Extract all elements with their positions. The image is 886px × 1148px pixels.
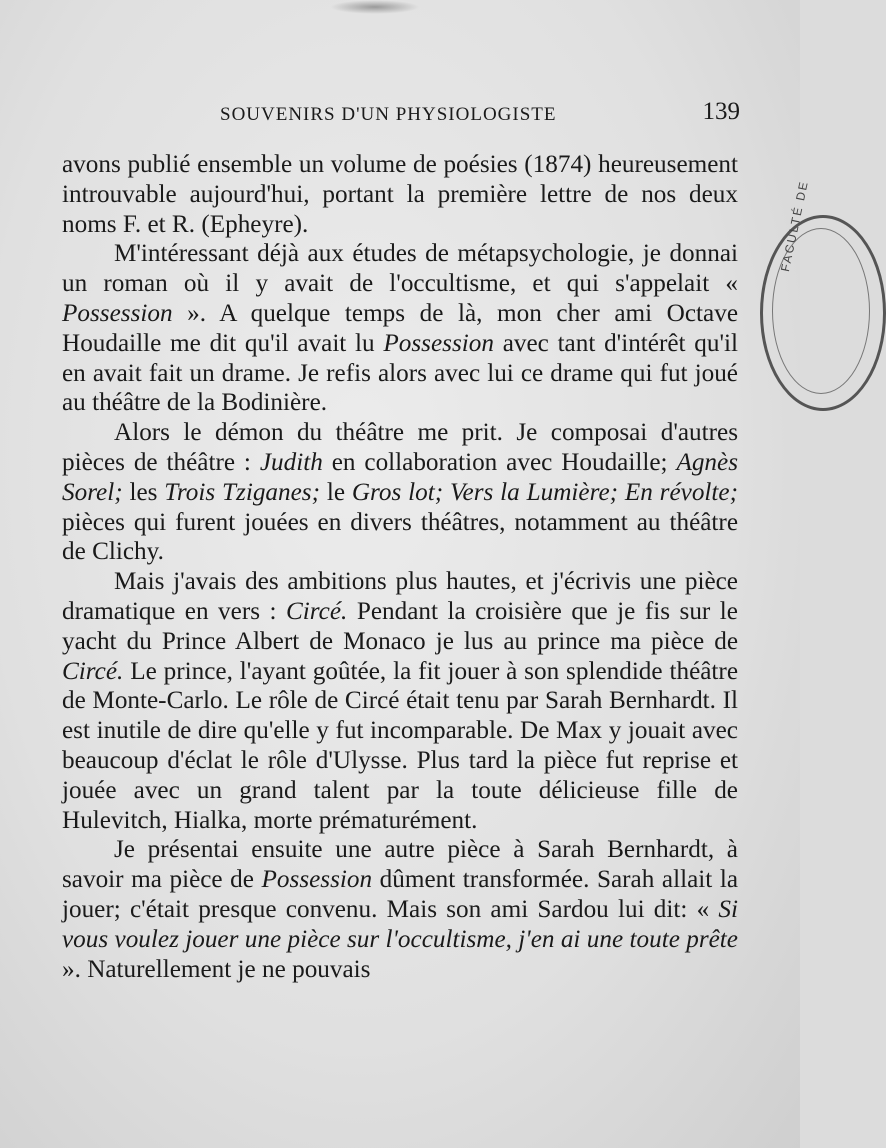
text-segment: Je présentai ensuite une autre pièce à Sarah Bernhardt, à savoir ma pièce de bbox=[62, 836, 738, 894]
italic-text-segment: Judith bbox=[259, 448, 323, 476]
italic-text-segment: Possession bbox=[261, 866, 373, 894]
library-stamp-text: FACULTÉ DE bbox=[778, 178, 812, 273]
running-title: SOUVENIRS D'UN PHYSIOLOGISTE bbox=[220, 104, 557, 125]
text-segment: le bbox=[319, 478, 352, 506]
page-header bbox=[60, 100, 740, 134]
italic-text-segment: Possession bbox=[62, 299, 173, 327]
text-segment: Mais j'avais des ambitions plus hautes, et j'écrivis une pièce dramatique en vers : bbox=[62, 568, 738, 625]
paragraph bbox=[62, 239, 738, 418]
italic-text-segment: Trois Tziganes; bbox=[164, 478, 320, 506]
paragraph bbox=[62, 150, 738, 239]
page-number: 139 bbox=[702, 98, 740, 125]
italic-text-segment: Agnès Sorel; bbox=[62, 448, 739, 506]
page-smudge bbox=[330, 0, 420, 14]
text-segment: Le prince, l'ayant goûtée, la fit jouer à son splendide théâtre de Monte-Carlo. Le rôle de Circé était tenu par Sarah Bernhardt. Il est inutile de dire qu'elle y fut incomparable. De Max y jouait avec beaucoup d'éclat le rôle d'Ulysse. Plus tard la pièce fut reprise et jouée avec un grand talent par la toute délicieuse fille de Hulevitch, Hialka, morte prématurément. bbox=[62, 657, 738, 834]
italic-text-segment: Gros lot; Vers la Lumière; En révolte; bbox=[351, 478, 738, 506]
text-segment: Pendant la croisière que je fis sur le yacht du Prince Albert de Monaco je lus au prince ma pièce de bbox=[62, 597, 738, 655]
text-segment: dûment transformée. Sarah allait la jouer; c'était presque convenu. Mais son ami Sardou lui dit: « bbox=[62, 866, 738, 923]
text-segment: ». Naturellement je ne pouvais bbox=[62, 955, 371, 983]
text-segment: M'intéressant déjà aux études de métapsychologie, je donnai un roman où il y avait de l'occultisme, et qui s'appelait « bbox=[62, 240, 738, 298]
text-segment: ». A quelque temps de là, mon cher ami Octave Houdaille me dit qu'il avait lu bbox=[62, 299, 738, 357]
text-segment: avec tant d'intérêt qu'il en avait fait un drame. Je refis alors avec lui ce drame qui fut joué au théâtre de la Bodinière. bbox=[62, 329, 738, 417]
body-text bbox=[62, 150, 738, 984]
italic-text-segment: Possession bbox=[383, 329, 494, 357]
paragraph bbox=[62, 835, 738, 984]
italic-text-segment: Circé. bbox=[62, 657, 124, 685]
text-segment: les bbox=[122, 478, 165, 506]
text-segment: Alors le démon du théâtre me prit. Je composai d'autres pièces de théâtre : bbox=[62, 419, 738, 476]
text-segment: avons publié ensemble un volume de poésies (1874) heureusement introuvable aujourd'hui, portant la première lettre de nos deux noms F. et R. (Epheyre). bbox=[62, 151, 738, 238]
paragraph bbox=[62, 418, 738, 567]
text-segment: pièces qui furent jouées en divers théâtres, notamment au théâtre de Clichy. bbox=[62, 508, 738, 566]
text-segment: en collaboration avec Houdaille; bbox=[322, 448, 677, 476]
italic-text-segment: Circé. bbox=[286, 597, 348, 625]
italic-text-segment: Si vous voulez jouer une pièce sur l'occultisme, j'en ai une toute prête bbox=[62, 895, 738, 953]
paragraph bbox=[62, 567, 738, 835]
